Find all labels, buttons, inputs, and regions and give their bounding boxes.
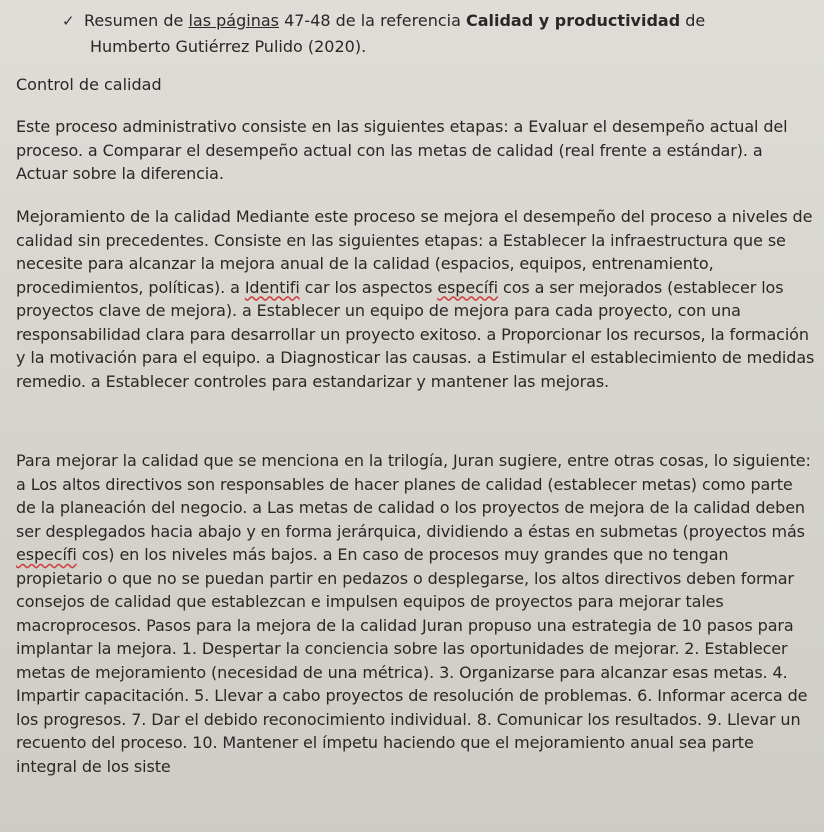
checkmark-icon: ✓ [62,12,75,30]
pages-link: las páginas [188,11,279,30]
p2-text-a: Mejoramiento de la calidad Mediante este proceso se mejora el desempeño del proceso a niveles de calidad sin precedentes. Consiste en las siguientes etapas: a Establecer la infraestructura que se necesite para alcanzar la mejora anual de la calidad (espacios, equipos, entrenamiento, procedimientos, políticas). a [16,207,813,297]
paragraph-juran [16,449,816,778]
misspelled-word: Identifi [244,277,300,297]
p2-text-c: cos a ser mejorados (establecer los proyectos clave de mejora). a Establecer un equipo de mejora para cada proyecto, con una responsabilidad clara para desarrollar un proyecto exitoso. a Proporcionar los recursos, la formación y la motivación para el equipo. a Diagnosticar las causas. a Estimular el establecimiento de medidas remedio. a Establecer controles para estandarizar y mantener las mejoras. [16,277,815,391]
section-title: Control de calidad [16,75,162,94]
summary-header [62,8,802,60]
header-line-1 [62,8,802,34]
paragraph-control: Este proceso administrativo consiste en las siguientes etapas: a Evaluar el desempeño actual del proceso. a Comparar el desempeño actual con las metas de calidad (real frente a estándar). a Actuar sobre la diferencia. [16,117,788,183]
header-suffix: de [680,11,706,30]
misspelled-word: específi [437,277,499,297]
p3-text-a: Para mejorar la calidad que se menciona en la trilogía, Juran sugiere, entre otras cosas, lo siguiente: a Los altos directivos son responsables de hacer planes de calidad (establecer metas) como parte de la planeación del negocio. a Las metas de calidad o los proyectos de mejora de la calidad deben ser desplegados hacia abajo y en forma jerárquica, dividiendo a éstas en submetas (proyectos más [16,451,811,541]
p3-text-b: cos) en los niveles más bajos. a En caso de procesos muy grandes que no tengan propietario o que no se puedan partir en pedazos o desplegarse, los altos directivos deben formar consejos de calidad que establezcan e impulsen equipos de proyectos para mejorar tales macroprocesos. Pasos para la mejora de la calidad Juran propuso una estrategia de 10 pasos para implantar la mejora. 1. Despertar la conciencia sobre las oportunidades de mejorar. 2. Establecer metas de mejoramiento (necesidad de una métrica). 3. Organizarse para alcanzar esas metas. 4. Impartir capacitación. 5. Llevar a cabo proyectos de resolución de problemas. 6. Informar acerca de los progresos. 7. Dar el debido reconocimiento individual. 8. Comunicar los resultados. 9. Llevar un recuento del proceso. 10. Mantener el ímpetu haciendo que el mejoramiento anual sea parte integral de los siste [16,545,808,776]
misspelled-word: específi [16,545,77,564]
header-line-2: Humberto Gutiérrez Pulido (2020). [90,37,367,56]
p2-text-b: car los aspectos [299,277,438,297]
paragraph-mejoramiento [16,205,816,393]
header-mid: 47-48 de la referencia [278,11,466,30]
header-prefix: Resumen de [84,11,189,30]
book-title: Calidad y productividad [465,11,681,30]
